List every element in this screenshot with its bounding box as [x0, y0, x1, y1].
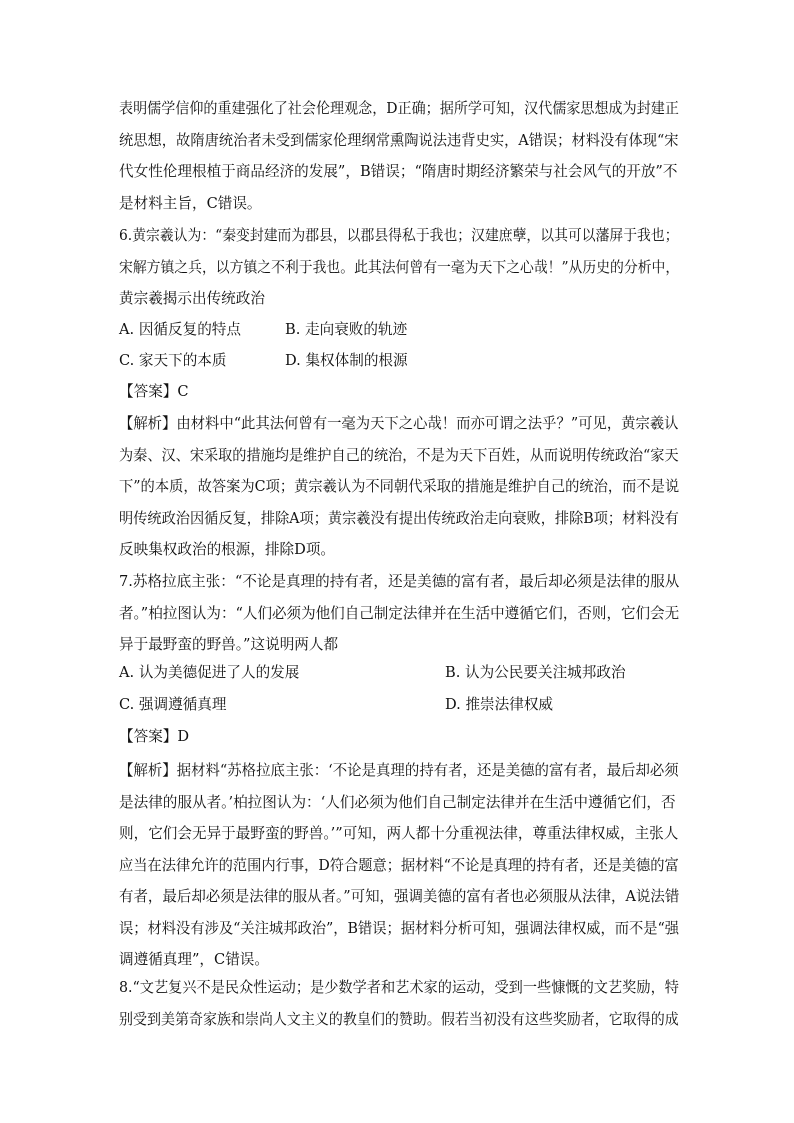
- question-7-option-c: C. 强调遵循真理: [119, 696, 227, 713]
- text-line: 调遵循真理”，C错误。: [119, 951, 269, 968]
- text-line: 下”的本质，故答案为C项；黄宗羲认为不同朝代采取的措施是维护自己的统治，而不是说: [119, 478, 680, 495]
- text-line: 【解析】由材料中“此其法何曾有一毫为天下之心哉！而亦可谓之法乎？”可见，黄宗羲认: [119, 415, 679, 432]
- text-line: 8.“文艺复兴不是民众性运动；是少数学者和艺术家的运动，受到一些慷慨的文艺奖励，特: [119, 979, 679, 996]
- question-6-stem: [119, 220, 679, 315]
- question-6-option-c: C. 家天下的本质: [119, 352, 227, 369]
- text-line: 别受到美第奇家族和崇尚人文主义的教皇们的赞助。假若当初没有这些奖励者，它取得的成: [119, 1010, 679, 1028]
- text-line: 是材料主旨，C错误。: [119, 194, 262, 212]
- text-line: 6.黄宗羲认为：“秦变封建而为郡县，以郡县得私于我也；汉建庶孽，以其可以藩屏于我也；: [119, 227, 679, 244]
- text-line: 异于最野蛮的野兽。”这说明两人都: [119, 636, 339, 653]
- text-line: 明传统政治因循反复，排除A项；黄宗羲没有提出传统政治走向衰败，排除B项；材料没有: [119, 509, 679, 527]
- text-line: 是法律的服从者。’柏拉图认为：‘人们必须为他们自己制定法律并在生活中遵循它们，否: [119, 793, 676, 811]
- text-line: 反映集权政治的根源，排除D项。: [119, 541, 336, 558]
- text-line: 黄宗羲揭示出传统政治: [119, 290, 265, 307]
- text-line: 应当在法律允许的范围内行事，D符合题意；据材料“不论是真理的持有者，还是美德的富: [119, 856, 679, 874]
- question-6-option-d: D. 集权体制的根源: [285, 352, 408, 369]
- question-7-analysis: [119, 755, 679, 976]
- question-7-stem: [119, 566, 679, 661]
- q5-analysis-continuation: [119, 93, 679, 219]
- question-6-option-b: B. 走向衰败的轨迹: [285, 321, 408, 338]
- text-line: 代女性伦理根植于商品经济的发展”，B错误；“隋唐时期经济繁荣与社会风气的开放”不: [119, 163, 678, 180]
- question-7-option-b: B. 认为公民要关注城邦政治: [445, 664, 626, 681]
- text-line: 7.苏格拉底主张：“不论是真理的持有者，还是美德的富有者，最后却必须是法律的服从: [119, 573, 680, 590]
- text-line: 者。”柏拉图认为：“人们必须为他们自己制定法律并在生活中遵循它们，否则，它们会无: [119, 604, 680, 622]
- question-7-option-a: A. 认为美德促进了人的发展: [119, 664, 300, 681]
- text-line: 表明儒学信仰的重建强化了社会伦理观念，D正确；据所学可知，汉代儒家思想成为封建正: [119, 100, 679, 117]
- text-line: 统思想，故隋唐统治者未受到儒家伦理纲常熏陶说法违背史实，A错误；材料没有体现“宋: [119, 131, 679, 149]
- text-line: 为秦、汉、宋采取的措施均是维护自己的统治，不是为天下百姓，从而说明传统政治“家天: [119, 446, 679, 464]
- text-line: 【解析】据材料“苏格拉底主张：‘不论是真理的持有者，还是美德的富有者，最后却必须: [119, 762, 679, 779]
- text-line: 宋解方镇之兵，以方镇之不利于我也。此其法何曾有一毫为天下之心哉！”从历史的分析中，: [119, 258, 680, 276]
- question-7-answer: 【答案】D: [119, 728, 190, 745]
- question-6-analysis: [119, 408, 679, 566]
- text-line: 则，它们会无异于最野蛮的野兽。’”可知，两人都十分重视法律，尊重法律权威，主张人: [119, 825, 679, 842]
- question-6-answer: 【答案】C: [119, 383, 189, 400]
- question-8-stem: [119, 972, 679, 1035]
- question-6-option-a: A. 因循反复的特点: [119, 321, 241, 338]
- text-line: 有者，最后却必须是法律的服从者。”可知，强调美德的富有者也必须服从法律，A说法错: [119, 888, 680, 905]
- text-line: 误；材料没有涉及“关注城邦政治”，B错误；据材料分析可知，强调法律权威，而不是“强: [119, 919, 680, 937]
- question-7-option-d: D. 推崇法律权威: [445, 696, 554, 713]
